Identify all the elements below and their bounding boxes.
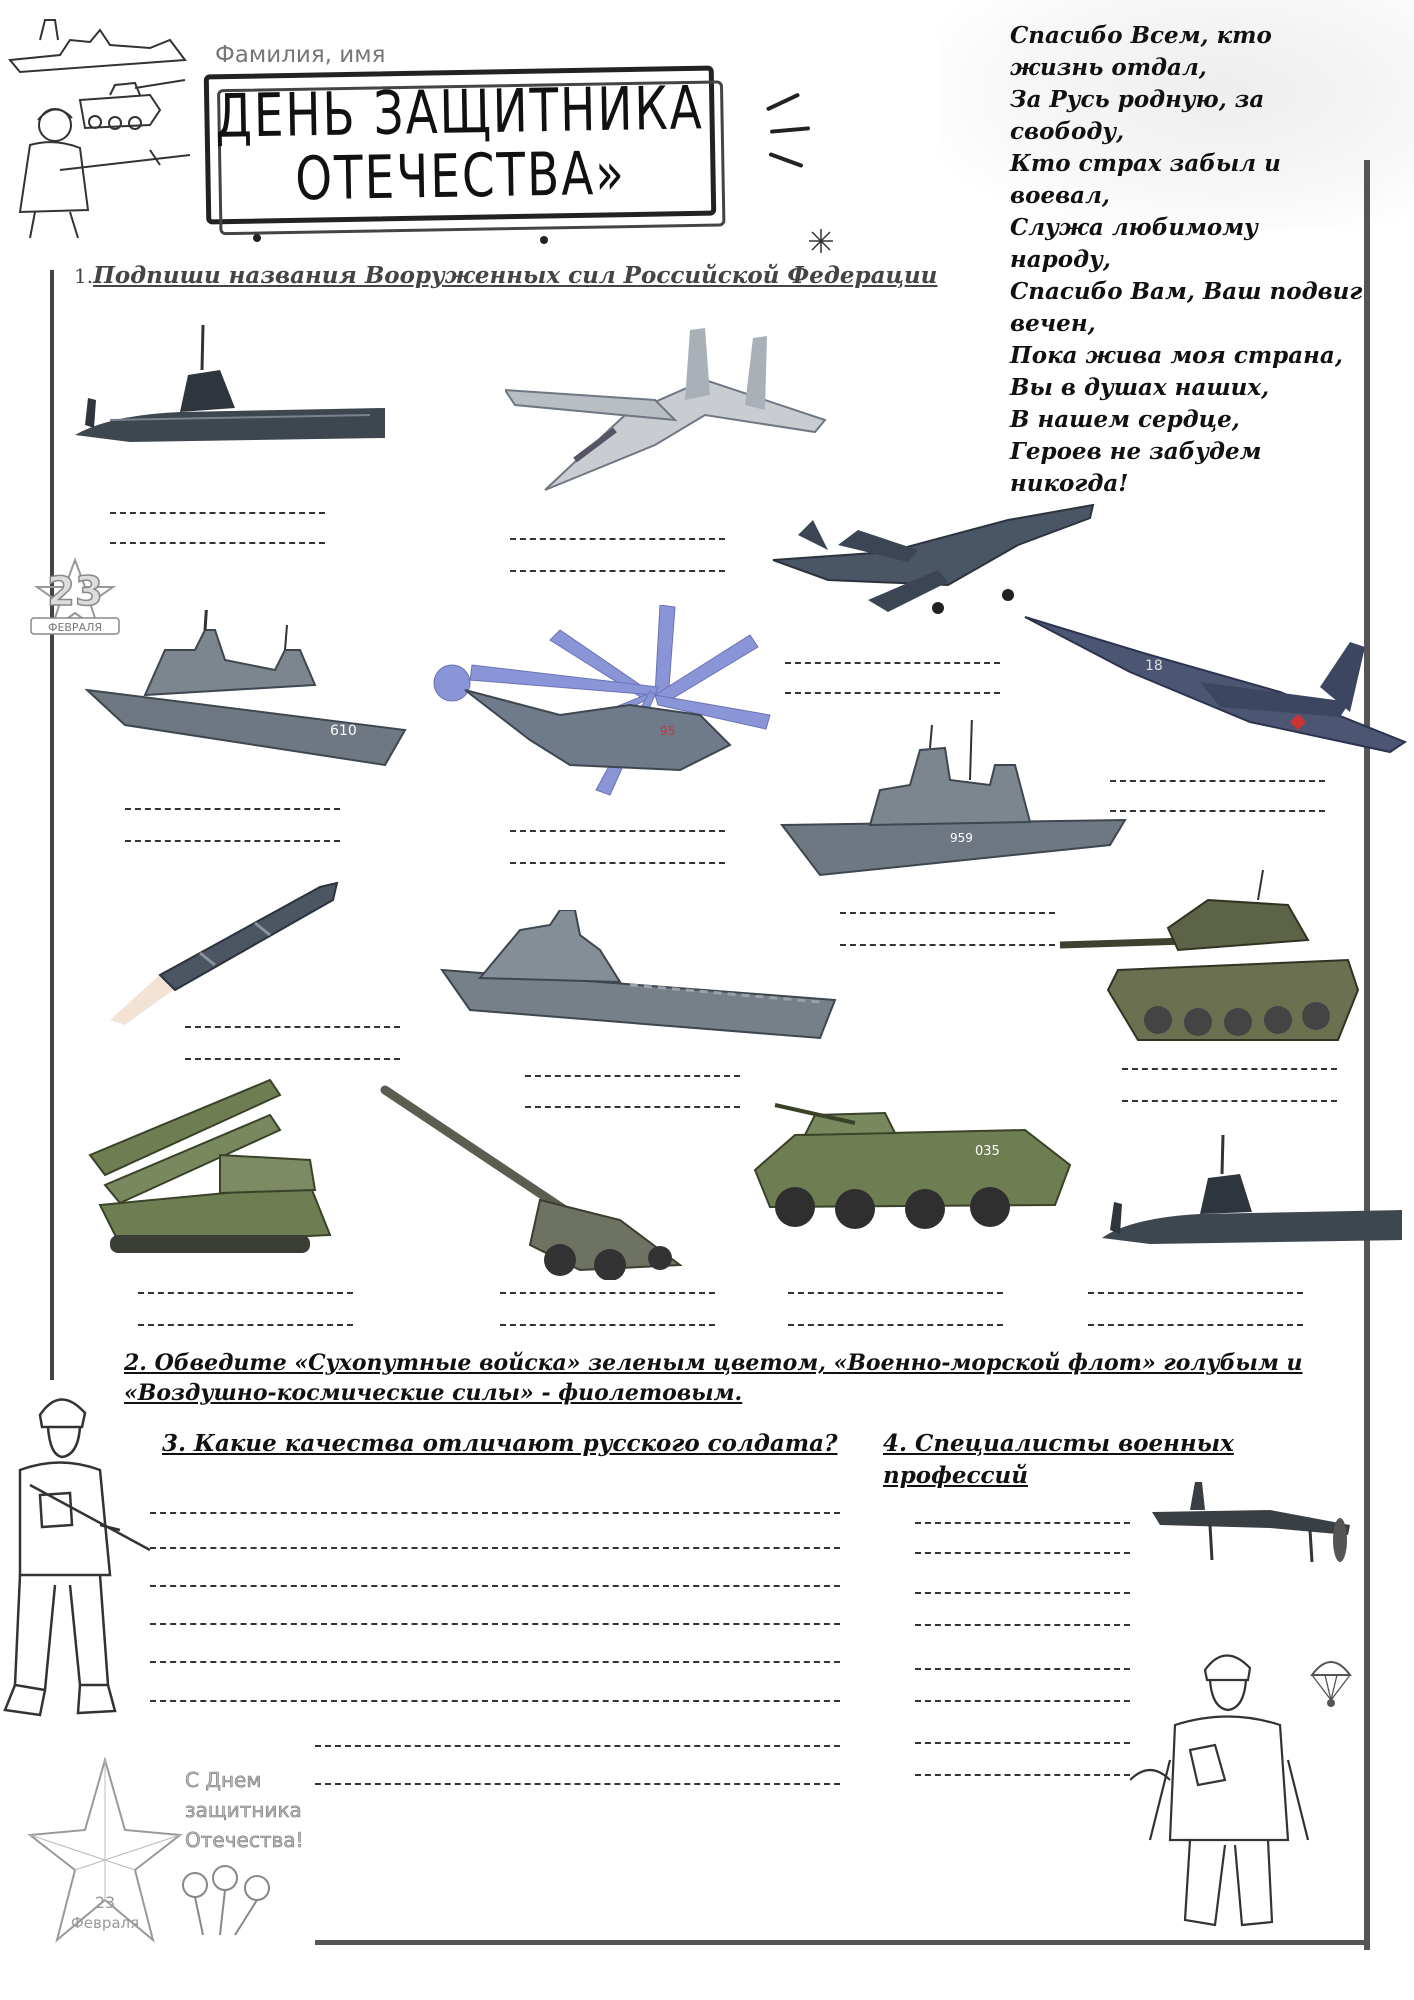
missile-picture [105,875,345,1025]
answer-blank[interactable] [840,912,1055,914]
badge-number: 23 [47,569,103,615]
title-box [204,66,717,225]
answer-blank[interactable] [110,512,325,514]
answer-line[interactable] [150,1623,840,1625]
greeting-date-month: Февраля [70,1914,140,1932]
title-accent-stroke [766,93,800,112]
answer-blank[interactable] [915,1624,1130,1626]
poem-line: Спасибо Всем, кто [1010,22,1272,49]
answer-blank[interactable] [785,692,1000,694]
poem-line: В нашем сердце, [1010,406,1240,433]
task1-text: Подпиши названия Вооруженных сил Российской Федерации [93,262,938,289]
answer-blank[interactable] [138,1292,353,1294]
frame-left-border [50,270,54,1380]
tank-picture [1058,870,1368,1050]
helicopter-picture [430,605,800,800]
carnation-flowers-decoration [175,1860,285,1940]
decor-dot [253,234,261,242]
fighter-jet-picture [505,320,835,500]
frame-bottom-border [315,1940,1370,1945]
howitzer-picture [380,1080,700,1280]
answer-line[interactable] [150,1547,840,1549]
svg-text:18: 18 [1145,658,1163,674]
poem-line: Служа любимому [1010,214,1258,241]
answer-blank[interactable] [915,1700,1130,1702]
answer-blank[interactable] [185,1058,400,1060]
answer-blank[interactable] [510,862,725,864]
answer-blank[interactable] [915,1592,1130,1594]
greeting-text [185,1765,304,1855]
poem-line: народу, [1010,246,1111,273]
star-greeting-emblem [25,1740,185,1950]
aircraft-carrier-picture [440,910,840,1045]
submarine-picture [1100,1130,1405,1250]
poem-line: вечен, [1010,310,1096,337]
poem-line: жизнь отдал, [1010,54,1207,81]
drone-picture [1150,1480,1355,1570]
missile-launcher-picture [80,1075,335,1255]
answer-line[interactable] [315,1745,840,1747]
svg-text:610: 610 [330,723,357,739]
task2-instruction: 2. Обведите «Сухопутные войска» зеленым цветом, «Военно-морской флот» голубым и «Воздушно-космические силы» - фиолетовым. [124,1350,1303,1406]
badge-label: ФЕВРАЛЯ [47,621,103,634]
answer-blank[interactable] [915,1742,1130,1744]
poem-line: Героев не забудем [1010,438,1262,465]
armored-carrier-picture [745,1095,1075,1235]
sparkle-icon [808,228,834,254]
answer-blank[interactable] [510,830,725,832]
answer-blank[interactable] [840,944,1055,946]
answer-blank[interactable] [1122,1100,1337,1102]
answer-blank[interactable] [110,542,325,544]
answer-line[interactable] [150,1661,840,1663]
answer-blank[interactable] [785,662,1000,664]
task4-heading: 4. Специалисты военных профессий [883,1430,1234,1489]
answer-blank[interactable] [788,1292,1003,1294]
poem [1010,20,1370,500]
answer-blank[interactable] [1110,810,1325,812]
answer-blank[interactable] [1110,780,1325,782]
greeting-date-number: 23 [94,1893,116,1912]
poem-line: никогда! [1010,470,1129,497]
answer-line[interactable] [150,1585,840,1587]
answer-blank[interactable] [138,1324,353,1326]
soldier-sketch-illustration [0,0,200,240]
poem-line: Вы в душах наших, [1010,374,1270,401]
answer-blank[interactable] [510,570,725,572]
answer-blank[interactable] [1088,1324,1303,1326]
poem-line: свободу, [1010,118,1125,145]
su-fighter-picture [768,490,1098,625]
answer-line[interactable] [315,1783,840,1785]
task1-number: 1. [74,264,94,288]
answer-blank[interactable] [915,1774,1130,1776]
soldier-with-radio-illustration [1130,1640,1330,1940]
task3-question: 3. Какие качества отличают русского солдата? [162,1430,838,1457]
answer-blank[interactable] [525,1075,740,1077]
greeting-line: защитника [185,1798,302,1822]
answer-line[interactable] [150,1512,840,1514]
answer-blank[interactable] [185,1026,400,1028]
page-title-line2: ОТЕЧЕСТВА» [294,139,627,215]
greeting-line: С Днем [185,1768,262,1792]
decor-dot [540,236,548,244]
answer-blank[interactable] [1088,1292,1303,1294]
poem-line: За Русь родную, за [1010,86,1265,113]
answer-blank[interactable] [1122,1068,1337,1070]
answer-blank[interactable] [915,1522,1130,1524]
poem-line: Пока жива моя страна, [1010,342,1343,369]
answer-blank[interactable] [915,1668,1130,1670]
surname-name-label: Фамилия, имя [215,42,386,68]
answer-line[interactable] [150,1700,840,1702]
title-accent-stroke [770,126,810,133]
svg-text:95: 95 [660,724,676,738]
answer-blank[interactable] [125,808,340,810]
answer-blank[interactable] [915,1552,1130,1554]
warship-picture [85,610,415,770]
poem-line: воевал, [1010,182,1110,209]
title-accent-stroke [768,152,803,168]
answer-blank[interactable] [788,1324,1003,1326]
svg-text:035: 035 [975,1144,1000,1159]
answer-blank[interactable] [125,840,340,842]
submarine-picture [70,320,390,450]
soldier-with-rifle-illustration [0,1385,160,1725]
greeting-line: Отечества! [185,1828,304,1852]
svg-text:959: 959 [950,831,973,845]
poem-line: Кто страх забыл и [1010,150,1281,177]
answer-blank[interactable] [510,538,725,540]
page-title-line1: ДЕНЬ ЗАЩИТНИКА [214,74,705,152]
poem-line: Спасибо Вам, Ваш подвиг [1010,278,1363,305]
cruiser-picture [780,720,1130,880]
task1-heading [74,262,937,289]
answer-blank[interactable] [500,1324,715,1326]
answer-blank[interactable] [500,1292,715,1294]
